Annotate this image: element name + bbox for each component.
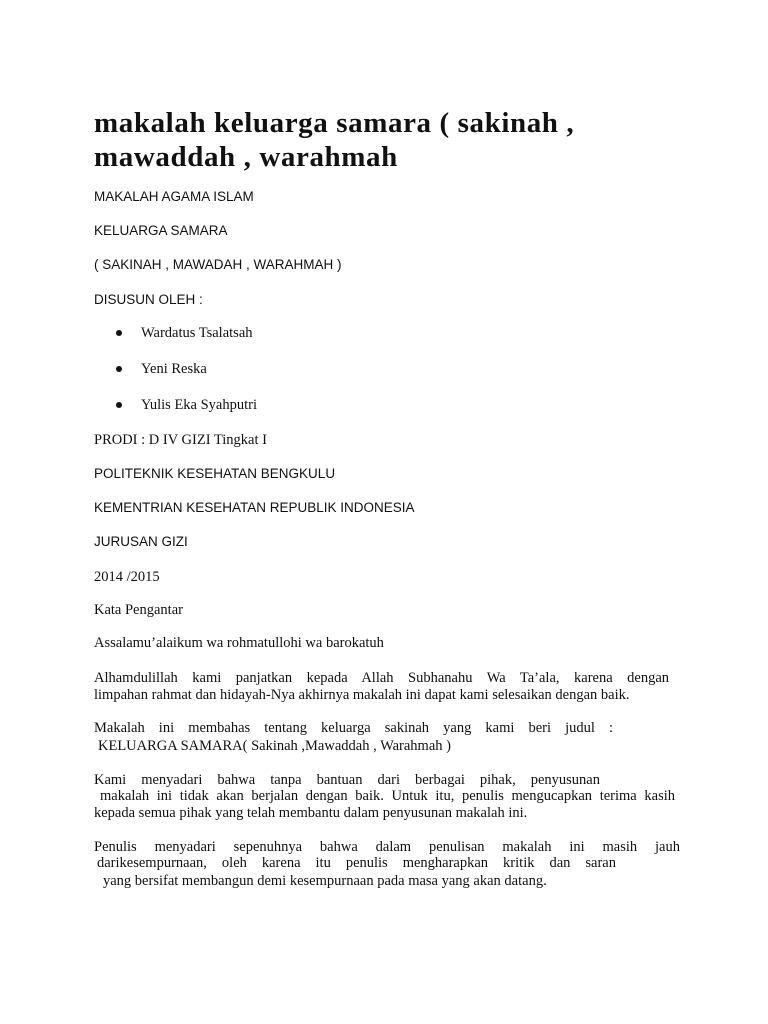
paragraph-line: darikesempurnaan, oleh karena itu penulis mengharapkan kritik dan saran xyxy=(97,855,616,871)
subject: MAKALAH AGAMA ISLAM xyxy=(94,189,254,204)
paragraph-line: Alhamdulillah kami panjatkan kepada Allah Subhanahu Wa Ta’ala, karena dengan xyxy=(94,670,669,686)
author-item: Yeni Reska xyxy=(141,361,207,377)
year: 2014 /2015 xyxy=(94,569,160,585)
greeting: Assalamu’alaikum wa rohmatullohi wa barokatuh xyxy=(94,635,384,651)
preface-heading: Kata Pengantar xyxy=(94,602,183,618)
bullet-icon xyxy=(116,402,122,408)
department: JURUSAN GIZI xyxy=(94,534,188,549)
paragraph-line: makalah ini tidak akan berjalan dengan baik. Untuk itu, penulis mengucapkan terima kasih xyxy=(100,788,675,804)
paragraph-line: KELUARGA SAMARA( Sakinah ,Mawaddah , Warahmah ) xyxy=(98,738,451,754)
subtopic: ( SAKINAH , MAWADAH , WARAHMAH ) xyxy=(94,257,342,272)
paragraph-line: Makalah ini membahas tentang keluarga sakinah yang kami beri judul : xyxy=(94,720,613,736)
prodi: PRODI : D IV GIZI Tingkat I xyxy=(94,432,267,448)
topic: KELUARGA SAMARA xyxy=(94,223,228,238)
paragraph-line: Kami menyadari bahwa tanpa bantuan dari berbagai pihak, penyusunan xyxy=(94,772,600,788)
ministry: KEMENTRIAN KESEHATAN REPUBLIK INDONESIA xyxy=(94,500,415,515)
paragraph-line: yang bersifat membangun demi kesempurnaan pada masa yang akan datang. xyxy=(103,873,547,889)
author-item: Yulis Eka Syahputri xyxy=(141,397,257,413)
institution: POLITEKNIK KESEHATAN BENGKULU xyxy=(94,466,336,481)
bullet-icon xyxy=(116,366,122,372)
paragraph-line: kepada semua pihak yang telah membantu dalam penyusunan makalah ini. xyxy=(94,805,528,821)
paragraph-line: limpahan rahmat dan hidayah-Nya akhirnya makalah ini dapat kami selesaikan dengan baik. xyxy=(94,687,630,703)
document-title: makalah keluarga samara ( sakinah , mawaddah , warahmah xyxy=(94,107,575,173)
bullet-icon xyxy=(116,330,122,336)
paragraph-line: Penulis menyadari sepenuhnya bahwa dalam penulisan makalah ini masih jauh xyxy=(94,839,680,855)
author-item: Wardatus Tsalatsah xyxy=(141,325,253,341)
authors-label: DISUSUN OLEH : xyxy=(94,292,203,307)
